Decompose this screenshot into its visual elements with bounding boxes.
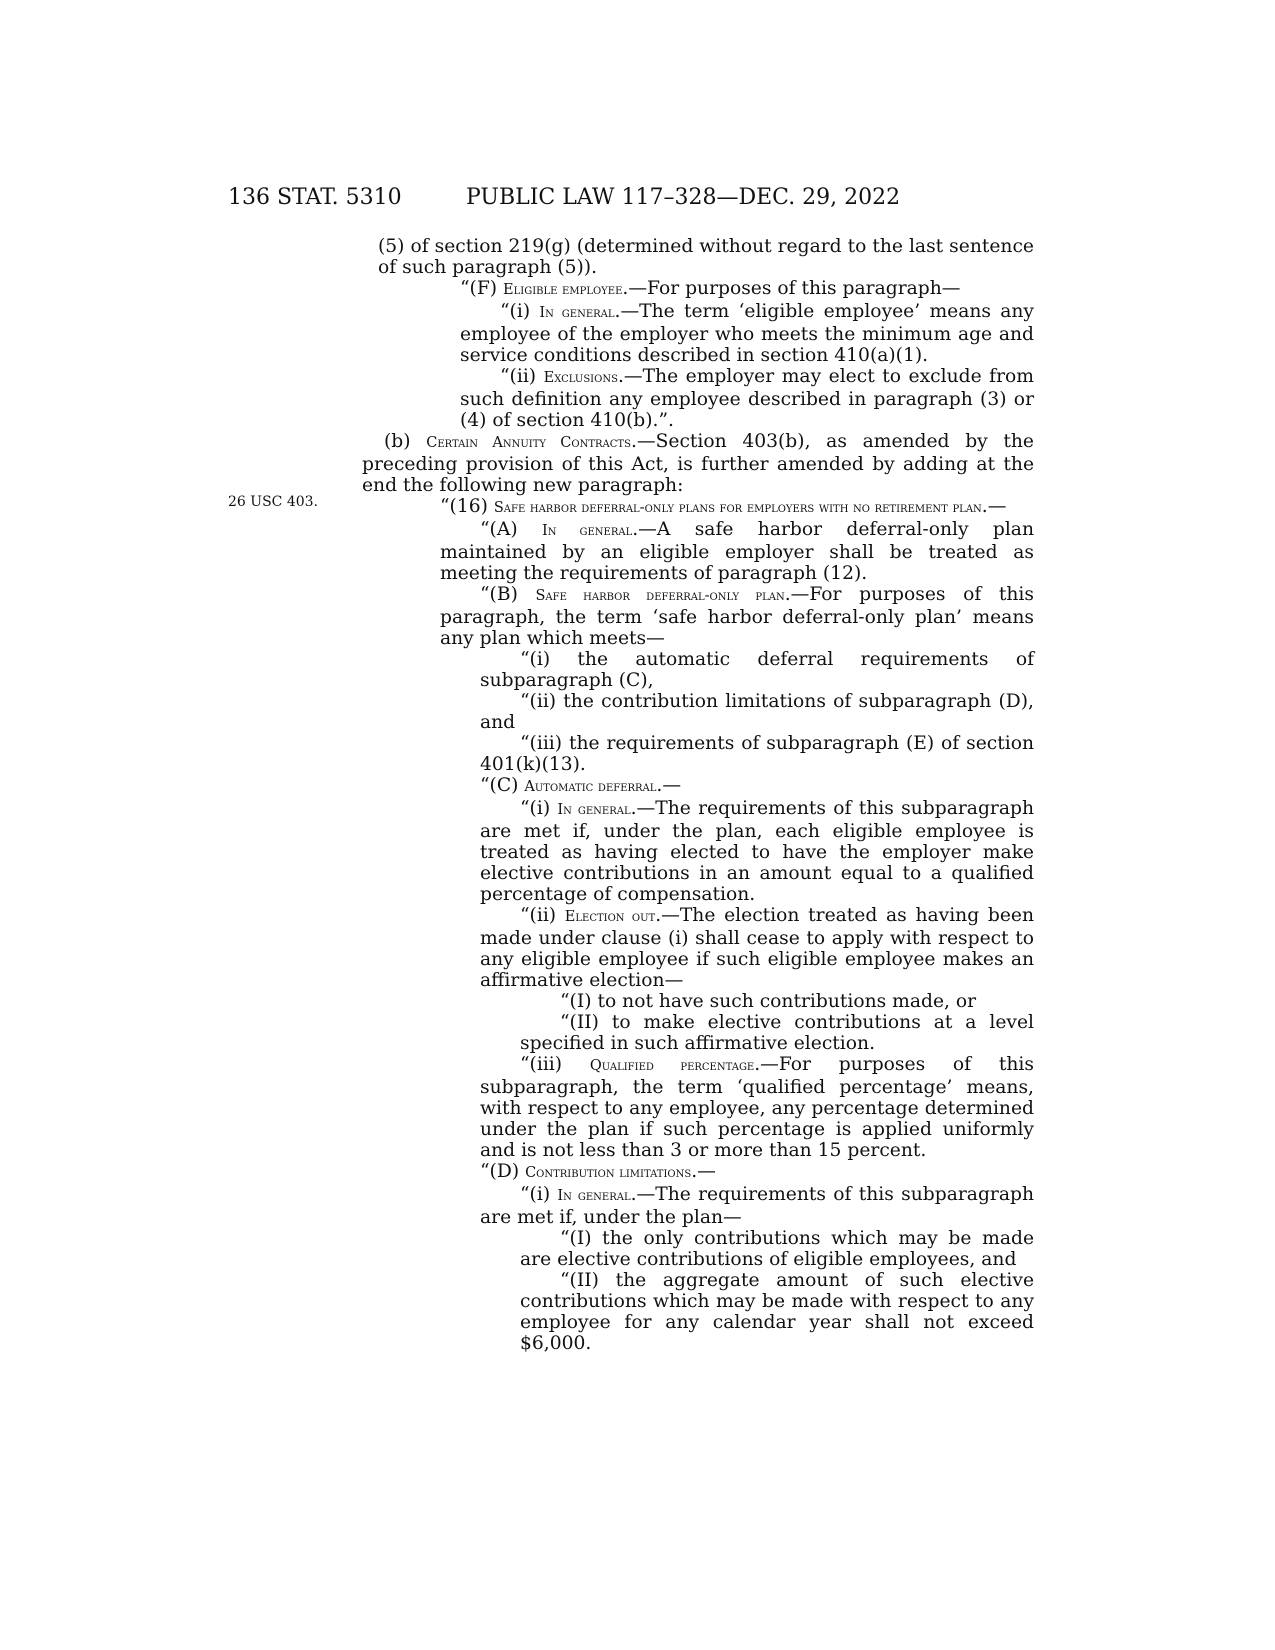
heading-in-general: In general xyxy=(542,523,633,539)
stat-page-number: 136 STAT. 5310 xyxy=(228,185,402,210)
paragraph-continuation: (5) of section 219(g) (determined without regard to the last sentence of such paragraph (5)). xyxy=(378,236,1034,278)
subclause-d-i-ii: “(II) the aggregate amount of such elective contributions which may be made with respect to any employee for any calendar year shall not exceed $6,000. xyxy=(520,1270,1034,1354)
heading-contribution-limitations: Contribution limitations xyxy=(525,1165,692,1181)
clause-b-iii: “(iii) the requirements of subparagraph (E) of section 401(k)(13). xyxy=(480,733,1034,775)
law-title: PUBLIC LAW 117–328—DEC. 29, 2022 xyxy=(466,185,901,210)
statute-body xyxy=(362,236,1034,1354)
heading-automatic-deferral: Automatic deferral xyxy=(524,779,657,795)
heading-election-out: Election out xyxy=(564,909,656,925)
subparagraph-a: “(A) In general.—A safe harbor deferral-only plan maintained by an eligible employer shall be treated as meeting the requirements of paragraph (12). xyxy=(440,519,1034,584)
clause-c-ii: “(ii) Election out.—The election treated as having been made under clause (i) shall cease to apply with respect to any eligible employee if such eligible employee makes an affirmative election— xyxy=(480,905,1034,991)
subparagraph-d: “(D) Contribution limitations.— xyxy=(480,1161,716,1182)
clause-c-i: “(i) In general.—The requirements of this subparagraph are met if, under the plan, each eligible employee is treated as having elected to have the employer make elective contributions in an amount equal to a qualified percentage of compensation. xyxy=(480,798,1034,905)
heading-certain-annuity-contracts: Certain Annuity Contracts xyxy=(426,435,631,451)
subclause-c-ii-i: “(I) to not have such contributions made, or xyxy=(560,991,977,1012)
heading-safe-harbor-plans: Safe harbor deferral-only plans for employers with no retirement plan xyxy=(493,500,982,516)
heading-qualified-percentage: Qualified percentage xyxy=(589,1058,755,1074)
clause-b-ii: “(ii) the contribution limitations of subparagraph (D), and xyxy=(480,691,1034,733)
clause-f-ii: “(ii) Exclusions.—The employer may elect to exclude from such definition any employee described in paragraph (3) or (4) of section 410(b).”. xyxy=(460,366,1034,431)
subparagraph-f: “(F) Eligible employee.—For purposes of this paragraph— xyxy=(460,278,961,299)
clause-f-i: “(i) In general.—The term ‘eligible employee’ means any employee of the employer who meets the minimum age and service conditions described in section 410(a)(1). xyxy=(460,301,1034,366)
subsection-b: (b) Certain Annuity Contracts.—Section 403(b), as amended by the preceding provision of this Act, is further amended by adding at the end the following new paragraph: xyxy=(362,431,1034,496)
heading-in-general: In general xyxy=(539,305,615,321)
heading-in-general: In general xyxy=(557,802,631,818)
subparagraph-b: “(B) Safe harbor deferral-only plan.—For purposes of this paragraph, the term ‘safe harbor deferral-only plan’ means any plan which meets— xyxy=(440,584,1034,649)
heading-in-general: In general xyxy=(557,1188,631,1204)
subclause-c-ii-ii: “(II) to make elective contributions at a level specified in such affirmative election. xyxy=(520,1012,1034,1054)
paragraph-16: “(16) Safe harbor deferral-only plans for employers with no retirement plan.— xyxy=(440,496,1007,517)
margin-citation: 26 USC 403. xyxy=(228,494,318,510)
page-header xyxy=(228,180,1028,216)
heading-safe-harbor-plan: Safe harbor deferral-only plan xyxy=(535,588,785,604)
clause-c-iii: “(iii) Qualified percentage.—For purposes of this subparagraph, the term ‘qualified percentage’ means, with respect to any employee, any percentage determined under the plan if such percentage is applied uniformly and is not less than 3 or more than 15 percent. xyxy=(480,1054,1034,1161)
heading-eligible-employee: Eligible employee xyxy=(503,282,623,298)
subparagraph-c: “(C) Automatic deferral.— xyxy=(480,775,682,796)
subclause-d-i-i: “(I) the only contributions which may be made are elective contributions of eligible employees, and xyxy=(520,1228,1034,1270)
clause-b-i: “(i) the automatic deferral requirements of subparagraph (C), xyxy=(480,649,1034,691)
clause-d-i: “(i) In general.—The requirements of this subparagraph are met if, under the plan— xyxy=(480,1184,1034,1228)
heading-exclusions: Exclusions xyxy=(543,370,618,386)
